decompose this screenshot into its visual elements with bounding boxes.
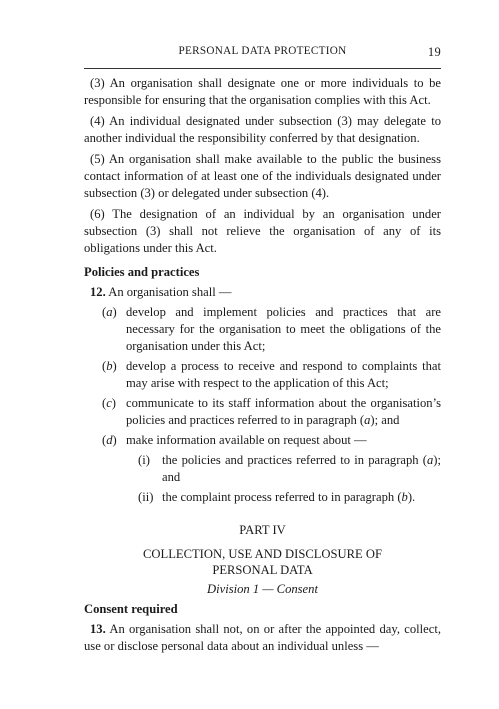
document-body bbox=[84, 75, 441, 658]
running-header bbox=[84, 45, 441, 63]
part-number: PART IV bbox=[239, 523, 286, 537]
header-rule bbox=[84, 68, 441, 69]
subsection-4: (4) An individual designated under subsection (3) may delegate to another individual the responsibility conferred by that designation. bbox=[84, 114, 441, 145]
item-label: (d) bbox=[102, 433, 117, 447]
section-number: 12. bbox=[90, 285, 106, 299]
list-item bbox=[84, 432, 441, 449]
header-title: PERSONAL DATA PROTECTION bbox=[178, 45, 347, 57]
list-item bbox=[84, 304, 441, 355]
list-item bbox=[84, 358, 441, 392]
sub-list-item bbox=[84, 489, 441, 506]
section-heading-consent: Consent required bbox=[84, 602, 178, 616]
subsection-5: (5) An organisation shall make available to the public the business contact information of at least one of the individuals designated under subsection (3) or delegated under subsection (4). bbox=[84, 152, 441, 200]
item-text: develop a process to receive and respond to complaints that may arise with respect to the application of this Act; bbox=[126, 359, 441, 390]
item-text: communicate to its staff information about the organisation’s policies and practices referred to in paragraph (a); and bbox=[126, 396, 441, 427]
subitem-label: (ii) bbox=[138, 490, 154, 504]
subitem-label: (i) bbox=[138, 453, 150, 467]
section-12-intro bbox=[84, 284, 441, 301]
item-label: (a) bbox=[102, 305, 117, 319]
part-title: COLLECTION, USE AND DISCLOSURE OF PERSONAL DATA bbox=[143, 547, 382, 577]
item-label: (c) bbox=[102, 396, 116, 410]
section-heading-policies: Policies and practices bbox=[84, 265, 200, 279]
subitem-text: the complaint process referred to in paragraph (b). bbox=[162, 490, 416, 504]
division-title: Division 1 — Consent bbox=[207, 582, 318, 596]
section-intro-text: An organisation shall — bbox=[108, 285, 232, 299]
subitem-text: the policies and practices referred to in paragraph (a); and bbox=[162, 453, 441, 484]
section-13-text bbox=[84, 621, 441, 655]
item-label: (b) bbox=[102, 359, 117, 373]
section-text: An organisation shall not, on or after the appointed day, collect, use or disclose personal data about an individual unless — bbox=[84, 622, 441, 653]
subsection-3: (3) An organisation shall designate one or more individuals to be responsible for ensuring that the organisation complies with this Act. bbox=[84, 76, 441, 107]
subsection-6: (6) The designation of an individual by an organisation under subsection (3) shall not relieve the organisation of any of its obligations under this Act. bbox=[84, 207, 441, 255]
page-number: 19 bbox=[427, 45, 441, 59]
sub-list-item bbox=[84, 452, 441, 486]
item-text: develop and implement policies and practices that are necessary for the organisation to meet the obligations of the organisation under this Act; bbox=[126, 305, 441, 353]
list-item bbox=[84, 395, 441, 429]
item-text: make information available on request about — bbox=[126, 433, 367, 447]
section-number: 13. bbox=[90, 622, 106, 636]
